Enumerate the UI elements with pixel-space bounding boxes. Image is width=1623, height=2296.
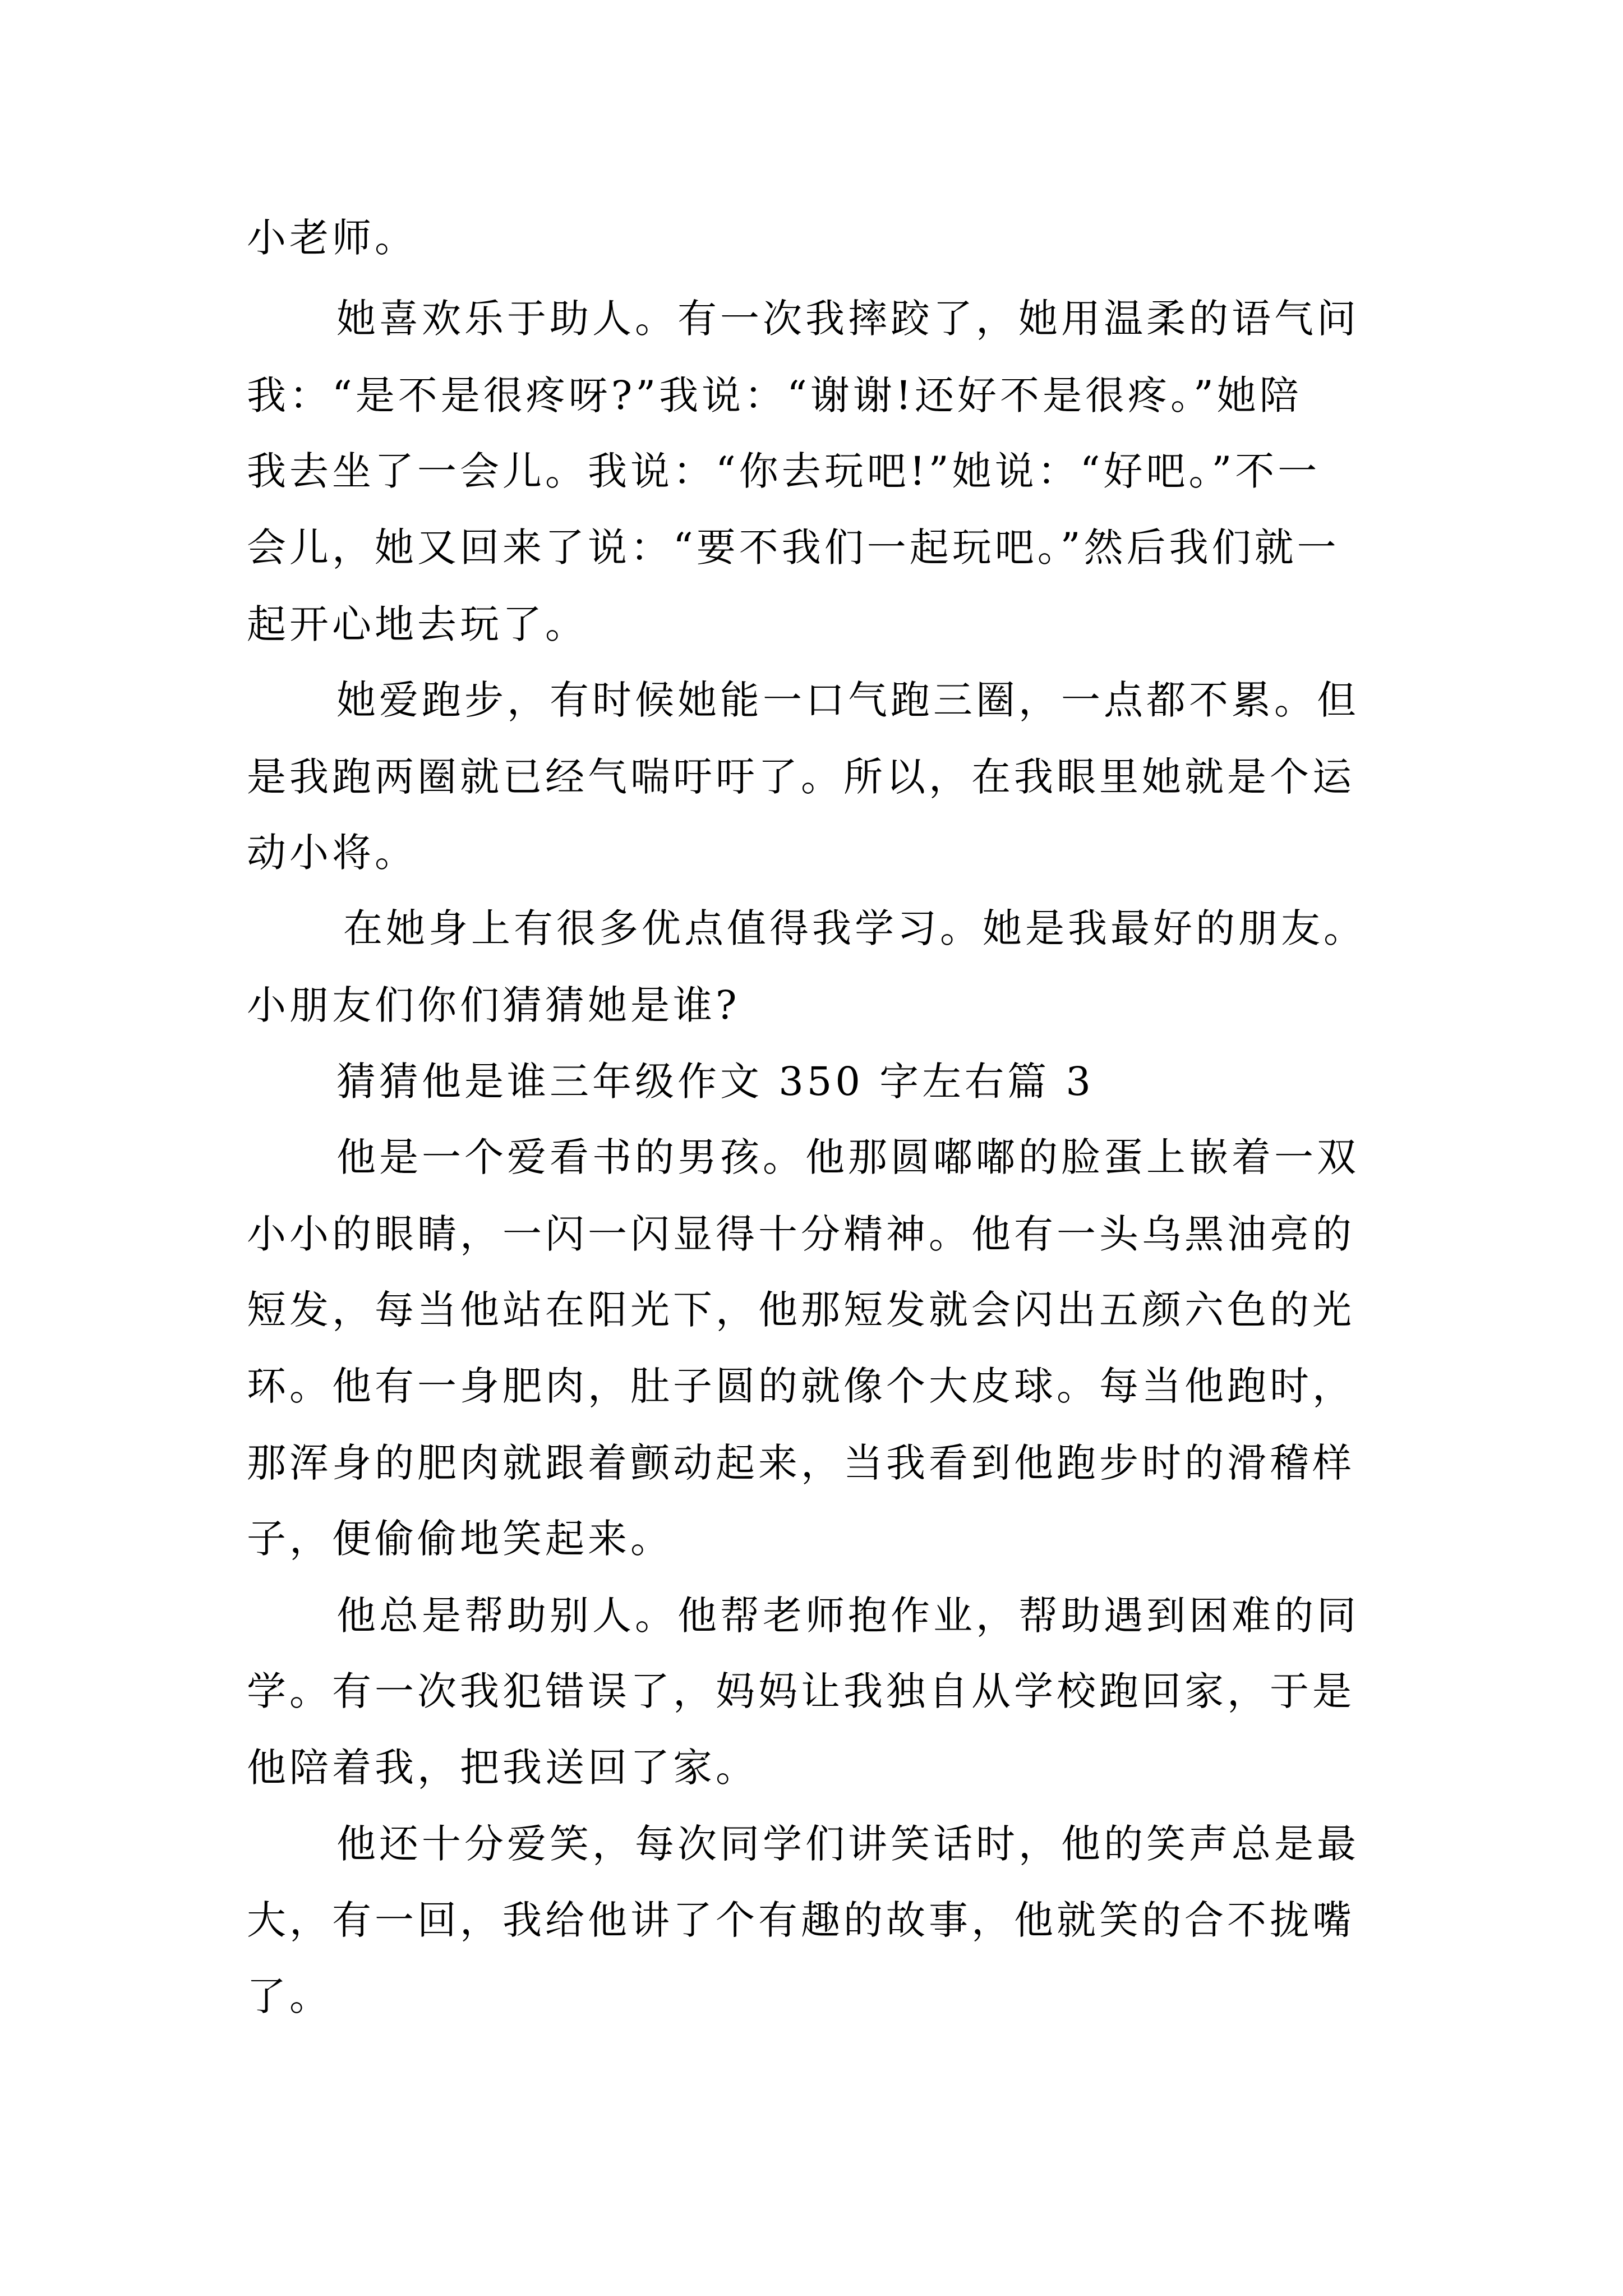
paragraph-line: 他陪着我，把我送回了家。 — [247, 1745, 758, 1791]
paragraph-line: 他还十分爱笑，每次同学们讲笑话时，他的笑声总是最 — [336, 1821, 1359, 1867]
paragraph-line: 那浑身的肥肉就跟着颤动起来，当我看到他跑步时的滑稽样 — [247, 1440, 1355, 1486]
paragraph-line: 是我跑两圈就已经气喘吁吁了。所以，在我眼里她就是个运 — [247, 754, 1355, 800]
paragraph-line: 大，有一回，我给他讲了个有趣的故事，他就笑的合不拢嘴 — [247, 1897, 1355, 1943]
section-heading: 猜猜他是谁三年级作文 350 字左右篇 3 — [336, 1059, 1094, 1105]
paragraph-line: 她喜欢乐于助人。有一次我摔跤了，她用温柔的语气问 — [336, 296, 1359, 342]
paragraph-line: 他是一个爱看书的男孩。他那圆嘟嘟的脸蛋上嵌着一双 — [336, 1134, 1359, 1180]
paragraph-line: 小朋友们你们猜猜她是谁? — [247, 982, 740, 1028]
paragraph-line: 了。 — [247, 1973, 332, 2019]
paragraph-line: 在她身上有很多优点值得我学习。她是我最好的朋友。 — [343, 905, 1366, 951]
paragraph-line: 他总是帮助别人。他帮老师抱作业，帮助遇到困难的同 — [336, 1593, 1359, 1639]
paragraph-line: 动小将。 — [247, 830, 417, 876]
paragraph-line: 我去坐了一会儿。我说：“你去玩吧!”她说：“好吧。”不一 — [247, 448, 1321, 494]
paragraph-line: 短发，每当他站在阳光下，他那短发就会闪出五颜六色的光 — [247, 1287, 1355, 1333]
paragraph-line: 子，便偷偷地笑起来。 — [247, 1516, 673, 1562]
paragraph-line: 我：“是不是很疼呀?”我说：“谢谢!还好不是很疼。”她陪 — [247, 372, 1302, 418]
paragraph-line: 起开心地去玩了。 — [247, 601, 588, 647]
paragraph-line: 会儿，她又回来了说：“要不我们一起玩吧。”然后我们就一 — [247, 524, 1340, 570]
paragraph-line: 她爱跑步，有时候她能一口气跑三圈，一点都不累。但 — [336, 677, 1359, 723]
paragraph-line: 学。有一次我犯错误了，妈妈让我独自从学校跑回家，于是 — [247, 1668, 1355, 1714]
paragraph-line: 小老师。 — [247, 215, 417, 261]
paragraph-line: 小小的眼睛，一闪一闪显得十分精神。他有一头乌黑油亮的 — [247, 1211, 1355, 1257]
paragraph-line: 环。他有一身肥肉，肚子圆的就像个大皮球。每当他跑时， — [247, 1363, 1355, 1409]
